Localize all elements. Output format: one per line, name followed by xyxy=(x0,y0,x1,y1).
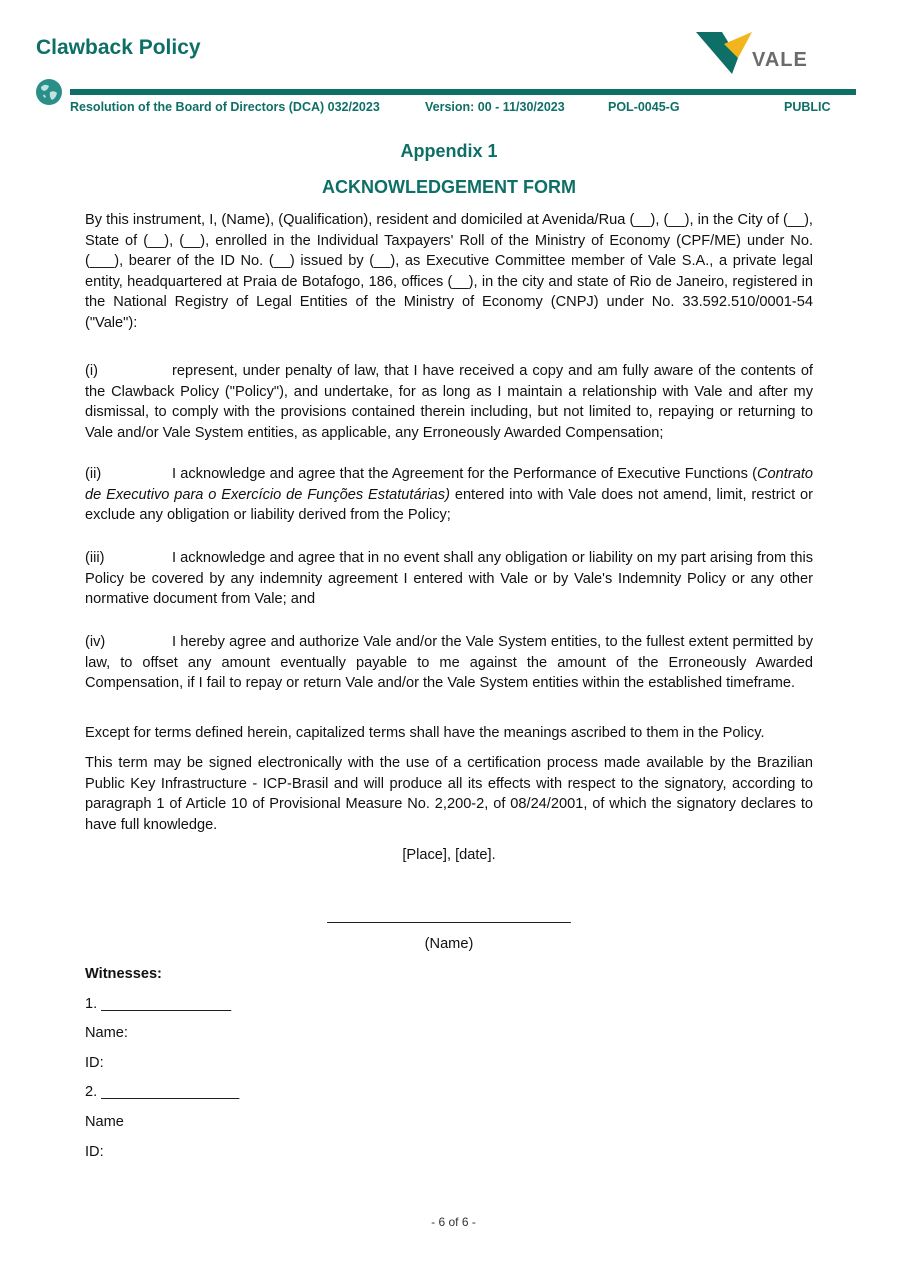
witnesses-heading: Witnesses: xyxy=(85,966,162,982)
intro-paragraph: By this instrument, I, (Name), (Qualification), resident and domiciled at Avenida/Rua (__), (__), in the City of (__), State of (__), (__), enrolled in the Individual Taxpayers' Roll of the Ministry of Economy (CPF/ME) under No. (___), bearer of the ID No. (__) issued by (__), as Executive Committee member of Vale S.A., a private legal entity, headquartered at Praia de Botafogo, 186, offices (__), in the city and state of Rio de Janeiro, registered in the National Registry of Legal Entities of the Ministry of Economy (CNPJ) under No. 33.592.510/0001-54 ("Vale"): xyxy=(85,212,813,331)
item-text: I acknowledge and agree that the Agreement for the Performance of Executive Functions ( xyxy=(172,466,758,482)
item-iii xyxy=(85,548,813,610)
item-label: (iv) xyxy=(85,634,106,650)
item-iv xyxy=(85,632,813,694)
item-text-italic: Contrato de Executivo para o Exercício de Funções Estatutárias) xyxy=(85,466,813,503)
signature-note: This term may be signed electronically with the use of a certification process made available by the Brazilian Public Key Infrastructure - ICP-Brasil and will produce all its effects with respect to the signatory, according to paragraph 1 of Article 10 of Provisional Measure No. 2,200-2, of 08/24/2001, of which the signatory declares to have full knowledge. xyxy=(85,755,813,833)
item-label: (iii) xyxy=(85,550,105,566)
witness-1-id: ID: xyxy=(85,1055,104,1071)
logo-text: VALE xyxy=(752,49,808,71)
item-i xyxy=(85,361,813,443)
witness-2-name: Name xyxy=(85,1114,124,1130)
resolution-info: Resolution of the Board of Directors (DCA) 032/2023 xyxy=(70,100,380,114)
witness-2-id: ID: xyxy=(85,1144,104,1160)
classification-label: PUBLIC xyxy=(784,100,831,114)
item-text: I hereby agree and authorize Vale and/or the Vale System entities, to the fullest extent permitted by law, to offset any amount eventually payable to me against the amount of the Erroneously Awarded Compensation, if I fail to repay or return Vale and/or the Vale System entities within the established timeframe. xyxy=(85,634,813,692)
signature-line: ______________________________ xyxy=(327,908,571,924)
item-text: represent, under penalty of law, that I have received a copy and am fully aware of the contents of the Clawback Policy ("Policy"), and undertake, for as long as I maintain a relationship with Vale and after my dismissal, to comply with the provisions contained therein including, but not limited to, repaying or returning to Vale and/or Vale System entities, as applicable, any Erroneously Awarded Compensation; xyxy=(85,363,813,441)
witness-1-line: 1. ________________ xyxy=(85,996,232,1012)
item-label: (ii) xyxy=(85,466,102,482)
item-text: entered into with Vale does not amend, limit, restrict or exclude any obligation or liability derived from the Policy; xyxy=(85,486,813,524)
appendix-heading: Appendix 1 xyxy=(400,141,498,161)
globe-icon xyxy=(35,78,63,106)
item-label: (i) xyxy=(85,363,98,379)
place-date: [Place], [date]. xyxy=(402,847,496,863)
item-ii xyxy=(85,464,813,526)
document-title: Clawback Policy xyxy=(36,36,201,59)
version-info: Version: 00 - 11/30/2023 xyxy=(425,100,565,114)
signer-name: (Name) xyxy=(424,936,474,952)
witness-2-line: 2. _________________ xyxy=(85,1084,240,1100)
vale-logo xyxy=(694,30,814,78)
item-text: I acknowledge and agree that in no event shall any obligation or liability on my part arising from this Policy be covered by any indemnity agreement I entered with Vale or by Vale's Indemnity Policy or any other normative document from Vale; and xyxy=(85,550,813,608)
terms-note: Except for terms defined herein, capitalized terms shall have the meanings ascribed to them in the Policy. xyxy=(85,725,765,741)
policy-code: POL-0045-G xyxy=(608,100,680,114)
witness-1-name: Name: xyxy=(85,1025,128,1041)
header-rule xyxy=(70,89,856,95)
page-number: - 6 of 6 - xyxy=(431,1215,476,1229)
form-title: ACKNOWLEDGEMENT FORM xyxy=(322,177,576,197)
logo-green-mark xyxy=(696,32,738,74)
